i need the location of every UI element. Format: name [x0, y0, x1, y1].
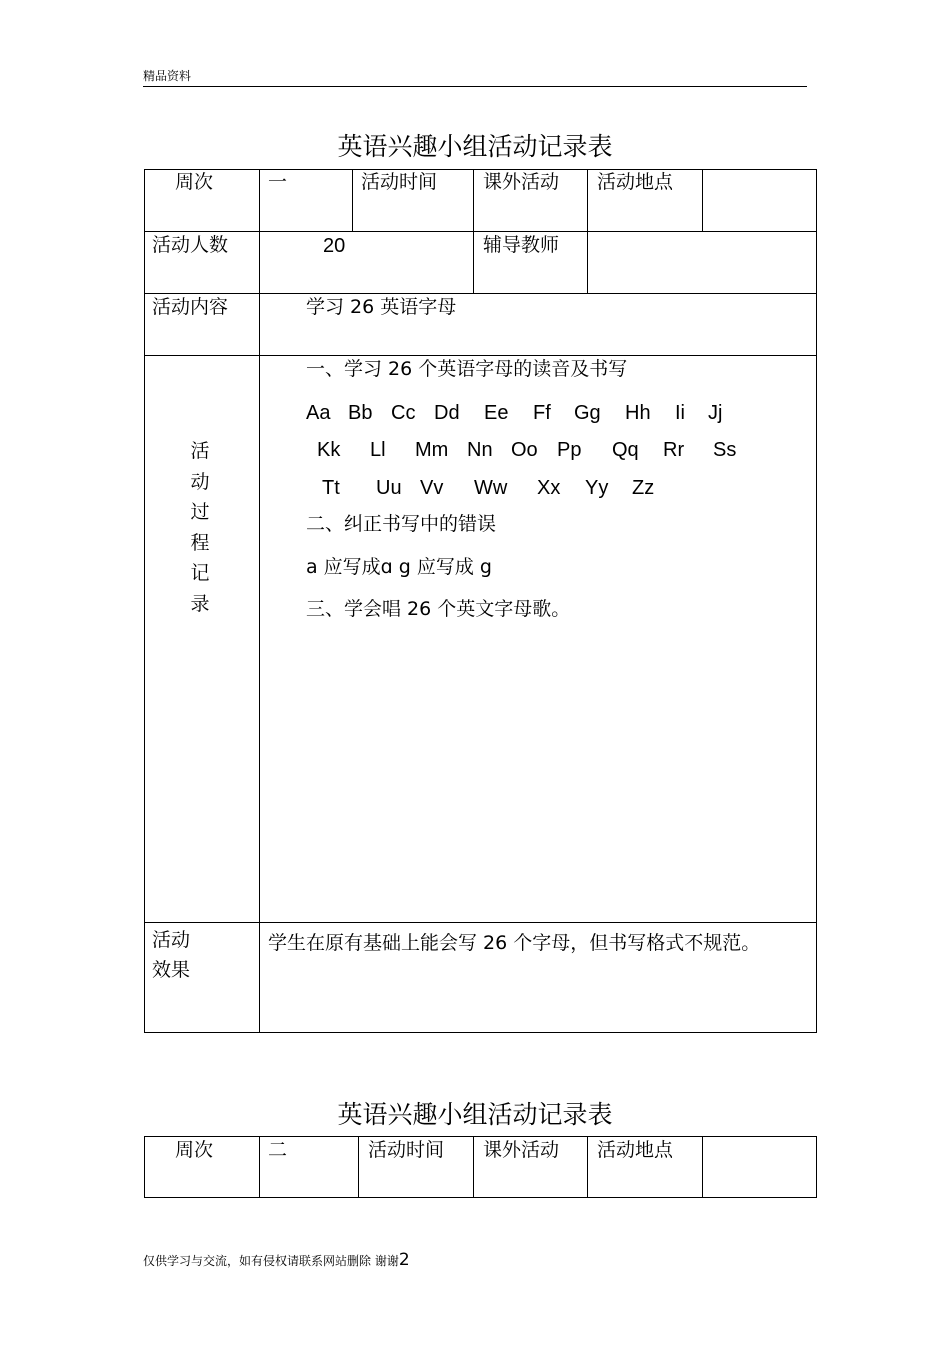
letter-pair: Dd — [434, 402, 460, 424]
teacher-label: 辅导教师 — [483, 234, 560, 256]
place-label: 活动地点 — [597, 1139, 674, 1161]
table-rule — [702, 1136, 703, 1198]
process-label-char: 程 — [190, 531, 210, 554]
letter-pair: Xx — [537, 477, 561, 499]
process-label-char: 活 — [190, 440, 210, 462]
footer-text: 仅供学习与交流，如有侵权请联系网站删除 谢谢 — [143, 1254, 399, 1268]
table-rule — [259, 1136, 260, 1198]
table-rule — [144, 169, 817, 170]
letter-pair: Bb — [348, 402, 373, 424]
time-label: 活动时间 — [368, 1139, 445, 1161]
letter-pair: Vv — [420, 477, 444, 499]
people-label: 活动人数 — [152, 234, 229, 256]
letter-pair: Ss — [713, 439, 737, 461]
letter-pair: Mm — [415, 439, 449, 461]
time-value: 课外活动 — [483, 171, 560, 193]
process-label-char: 过 — [190, 501, 210, 523]
letter-pair: Jj — [708, 402, 723, 424]
effect-text: 学生在原有基础上能会写 26 个字母，但书写格式不规范。 — [268, 932, 761, 954]
letter-pair: Rr — [663, 439, 685, 461]
place-label: 活动地点 — [597, 171, 674, 193]
correction-note: a 应写成ɑ g 应写成 g — [306, 556, 492, 578]
week-label: 周次 — [175, 1139, 214, 1161]
table-rule — [144, 1136, 145, 1198]
table-rule — [144, 1136, 817, 1137]
letter-pair: Zz — [632, 477, 655, 499]
letter-pair: Ll — [370, 439, 386, 461]
letter-pair: Nn — [467, 439, 493, 461]
process-step-3: 三、学会唱 26 个英文字母歌。 — [306, 598, 571, 620]
letter-pair: Aa — [306, 402, 331, 424]
content-value: 学习 26 英语字母 — [306, 296, 457, 318]
process-label-char: 录 — [190, 592, 210, 615]
week-value: 一 — [268, 171, 288, 193]
effect-label-line-1: 活动 — [152, 929, 191, 951]
table-rule — [144, 231, 817, 232]
process-label-char: 动 — [190, 470, 210, 493]
table-rule — [144, 169, 145, 1033]
table-rule — [259, 169, 260, 1033]
table-rule — [816, 1136, 817, 1198]
table-rule — [702, 169, 703, 231]
letter-pair: Yy — [585, 477, 609, 499]
letter-pair: Hh — [625, 402, 651, 424]
table-rule — [144, 1032, 817, 1033]
people-value: 20 — [323, 235, 346, 257]
table-rule — [587, 169, 588, 293]
process-step-2: 二、纠正书写中的错误 — [306, 513, 497, 535]
letter-pair: Ww — [474, 477, 508, 499]
table-rule — [144, 1197, 817, 1198]
table-rule — [587, 1136, 588, 1198]
letter-pair: Qq — [612, 439, 639, 461]
table-rule — [473, 169, 474, 293]
process-label-char: 记 — [190, 562, 210, 584]
content-label: 活动内容 — [152, 296, 229, 318]
week-value: 二 — [268, 1139, 288, 1161]
table-rule — [144, 355, 817, 356]
table-rule — [473, 1136, 474, 1198]
letter-pair: Gg — [574, 402, 601, 424]
process-label — [190, 436, 210, 619]
time-value: 课外活动 — [483, 1139, 560, 1161]
page-number: 2 — [398, 1250, 410, 1270]
record2-title: 英语兴趣小组活动记录表 — [337, 1100, 613, 1129]
page-footer — [143, 1250, 410, 1270]
page-header-label: 精品资料 — [143, 69, 192, 83]
table-rule — [816, 169, 817, 1033]
letter-pair: Ii — [675, 402, 685, 424]
time-label: 活动时间 — [361, 171, 438, 193]
table-rule — [358, 1136, 359, 1198]
letter-pair: Oo — [511, 439, 538, 461]
letter-pair: Tt — [322, 477, 340, 499]
effect-label-line-2: 效果 — [152, 959, 191, 981]
table-rule — [144, 922, 817, 923]
letter-pair: Ee — [484, 402, 509, 424]
week-label: 周次 — [175, 171, 214, 193]
record1-title: 英语兴趣小组活动记录表 — [337, 132, 613, 161]
table-rule — [144, 293, 817, 294]
letter-pair: Ff — [533, 402, 551, 424]
letter-pair: Pp — [557, 439, 582, 461]
table-rule — [352, 169, 353, 231]
letter-pair: Kk — [317, 439, 341, 461]
header-divider — [143, 86, 807, 87]
letter-pair: Uu — [376, 477, 402, 499]
letter-pair: Cc — [391, 402, 416, 424]
process-step-1: 一、学习 26 个英语字母的读音及书写 — [306, 358, 628, 380]
